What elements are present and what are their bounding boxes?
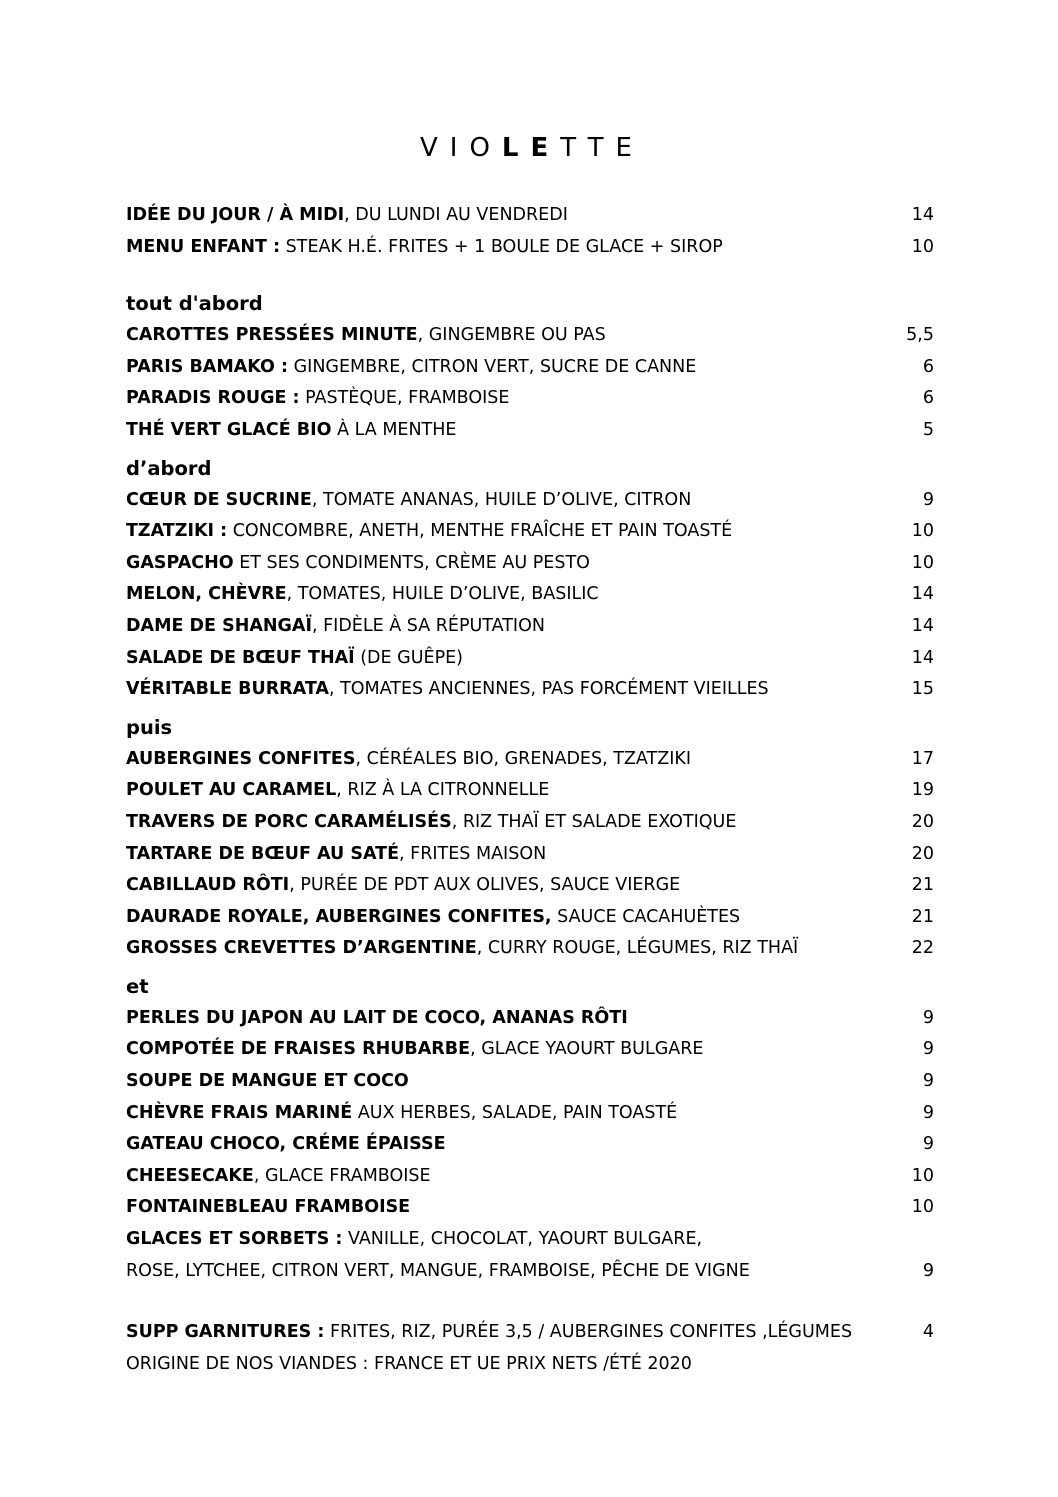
item-price: 21 (911, 906, 934, 927)
item-price: 21 (911, 875, 934, 896)
item-price: 6 (922, 356, 934, 377)
section-heading: puis (126, 715, 173, 739)
item-price: 20 (911, 811, 934, 832)
item-name: MENU ENFANT : (126, 236, 281, 257)
menu-content (126, 200, 934, 1380)
item-description: AUX HERBES, SALADE, PAIN TOASTÉ (352, 1102, 678, 1123)
item-price: 17 (911, 748, 934, 769)
item-price: 15 (911, 679, 934, 700)
menu-item (126, 839, 934, 871)
item-description: , GLACE FRAMBOISE (253, 1165, 431, 1186)
item-description: , GINGEMBRE OU PAS (417, 325, 606, 346)
restaurant-title (0, 133, 1058, 163)
item-name: PARIS BAMAKO : (126, 356, 289, 377)
menu-item (126, 643, 934, 675)
item-price: 9 (922, 1102, 934, 1123)
footer-label: SUPP GARNITURES : (126, 1322, 325, 1343)
item-name: DAURADE ROYALE, AUBERGINES CONFITES, (126, 906, 552, 927)
item-price: 5 (922, 419, 934, 440)
item-name: COMPOTÉE DE FRAISES RHUBARBE (126, 1039, 471, 1060)
footer-text: ORIGINE DE NOS VIANDES : FRANCE ET UE PRIX NETS /ÉTÉ 2020 (126, 1353, 692, 1374)
item-price: 6 (922, 388, 934, 409)
item-name: CABILLAUD RÔTI (126, 875, 290, 896)
item-description: STEAK H.É. FRITES + 1 BOULE DE GLACE + SIROP (280, 236, 723, 257)
menu-item (126, 674, 934, 706)
menu-item (126, 579, 934, 611)
item-description: , RIZ THAÏ ET SALADE EXOTIQUE (451, 811, 737, 832)
menu-item (126, 807, 934, 839)
item-price: 14 (911, 584, 934, 605)
item-description: SAUCE CACAHUÈTES (551, 906, 741, 927)
item-description: , CURRY ROUGE, LÉGUMES, RIZ THAÏ (476, 938, 799, 959)
item-description: , DU LUNDI AU VENDREDI (344, 205, 568, 225)
item-name: SALADE DE BŒUF THAÏ (126, 647, 355, 668)
footer-text: FRITES, RIZ, PURÉE 3,5 / AUBERGINES CONFITES ,LÉGUMES (324, 1322, 853, 1343)
menu-item (126, 870, 934, 902)
menu-item (126, 611, 934, 643)
item-price: 10 (911, 236, 934, 257)
item-description: , TOMATES ANCIENNES, PAS FORCÉMENT VIEILLES (328, 679, 769, 700)
section-heading: tout d'abord (126, 292, 263, 316)
menu-item (126, 775, 934, 807)
menu-item (126, 200, 934, 232)
item-price: 5,5 (906, 325, 934, 346)
menu-item (126, 320, 934, 352)
menu-item (126, 1192, 934, 1224)
item-name: GROSSES CREVETTES D’ARGENTINE (126, 938, 477, 959)
item-description: , GLACE YAOURT BULGARE (470, 1039, 704, 1060)
item-name: CŒUR DE SUCRINE (126, 489, 312, 510)
menu-item (126, 1224, 934, 1256)
menu-item (126, 1034, 934, 1066)
menu-item (126, 485, 934, 517)
item-name: THÉ VERT GLACÉ BIO (126, 419, 332, 440)
menu-item (126, 232, 934, 264)
item-name: GASPACHO (126, 552, 234, 573)
menu-item (126, 383, 934, 415)
item-name: GATEAU CHOCO, CRÉME ÉPAISSE (126, 1134, 446, 1155)
item-price: 9 (922, 1134, 934, 1155)
item-description: VANILLE, CHOCOLAT, YAOURT BULGARE, (342, 1229, 703, 1250)
item-price: 9 (922, 1007, 934, 1028)
item-description: , CÉRÉALES BIO, GRENADES, TZATZIKI (355, 748, 691, 769)
item-name: TZATZIKI : (126, 521, 228, 542)
item-name: IDÉE DU JOUR / À MIDI (126, 205, 345, 225)
footer-supplements (126, 1317, 934, 1349)
item-description: , TOMATE ANANAS, HUILE D’OLIVE, CITRON (311, 489, 692, 510)
menu-item (126, 902, 934, 934)
menu-item (126, 516, 934, 548)
item-price: 20 (911, 843, 934, 864)
menu-item-continuation (126, 1256, 934, 1288)
item-name: DAME DE SHANGAÏ (126, 615, 312, 636)
item-name: CAROTTES PRESSÉES MINUTE (126, 325, 418, 346)
item-description: CONCOMBRE, ANETH, MENTHE FRAÎCHE ET PAIN TOASTÉ (227, 521, 733, 542)
item-price: 14 (911, 615, 934, 636)
menu-item (126, 933, 934, 965)
item-description: (DE GUÊPE) (354, 647, 464, 668)
spacer (126, 1287, 934, 1317)
item-name: TARTARE DE BŒUF AU SATÉ (126, 843, 400, 864)
menu-item (126, 1066, 934, 1098)
item-description: , PURÉE DE PDT AUX OLIVES, SAUCE VIERGE (289, 875, 681, 896)
item-name: MELON, CHÈVRE (126, 584, 287, 605)
title-bold: LE (501, 133, 561, 163)
item-price: 10 (911, 1165, 934, 1186)
item-price: 9 (922, 1039, 934, 1060)
item-price: 10 (911, 552, 934, 573)
title-pre: VIO (420, 133, 502, 163)
item-price: 22 (911, 938, 934, 959)
footer-price: 4 (922, 1322, 934, 1343)
item-description: , RIZ À LA CITRONNELLE (336, 780, 550, 801)
item-name: AUBERGINES CONFITES (126, 748, 356, 769)
item-name: GLACES ET SORBETS : (126, 1229, 343, 1250)
item-name: POULET AU CARAMEL (126, 780, 337, 801)
section-heading: d’abord (126, 456, 212, 480)
item-name: SOUPE DE MANGUE ET COCO (126, 1071, 409, 1092)
item-price: 14 (911, 647, 934, 668)
item-price: 10 (911, 521, 934, 542)
menu-item (126, 1161, 934, 1193)
item-description: GINGEMBRE, CITRON VERT, SUCRE DE CANNE (288, 356, 697, 377)
menu-item (126, 1003, 934, 1035)
item-description: ET SES CONDIMENTS, CRÈME AU PESTO (233, 552, 590, 573)
menu-item (126, 415, 934, 447)
item-name: PERLES DU JAPON AU LAIT DE COCO, ANANAS RÔTI (126, 1007, 628, 1028)
spacer (126, 263, 934, 280)
item-name: TRAVERS DE PORC CARAMÉLISÉS (126, 811, 452, 832)
item-description: , FIDÈLE À SA RÉPUTATION (311, 615, 545, 636)
title-post: TTE (560, 133, 644, 163)
item-name: PARADIS ROUGE : (126, 388, 300, 409)
item-price: 19 (911, 780, 934, 801)
item-description: À LA MENTHE (331, 419, 457, 440)
item-name: CHÈVRE FRAIS MARINÉ (126, 1102, 353, 1123)
item-description: PASTÈQUE, FRAMBOISE (299, 388, 510, 409)
menu-item (126, 548, 934, 580)
item-name: CHEESECAKE (126, 1165, 254, 1186)
item-description: , TOMATES, HUILE D’OLIVE, BASILIC (286, 584, 599, 605)
section-heading: et (126, 974, 149, 998)
footer-origin-note (126, 1349, 934, 1381)
item-price: 10 (911, 1197, 934, 1218)
menu-item (126, 352, 934, 384)
menu-item (126, 1098, 934, 1130)
item-name: VÉRITABLE BURRATA (126, 679, 329, 700)
menu-item (126, 744, 934, 776)
item-price: 9 (922, 489, 934, 510)
menu-item (126, 1129, 934, 1161)
item-name: FONTAINEBLEAU FRAMBOISE (126, 1197, 411, 1218)
item-price: 14 (911, 205, 934, 225)
item-description: ROSE, LYTCHEE, CITRON VERT, MANGUE, FRAMBOISE, PÊCHE DE VIGNE (126, 1260, 750, 1281)
item-price: 9 (922, 1071, 934, 1092)
item-price: 9 (922, 1260, 934, 1281)
item-description: , FRITES MAISON (399, 843, 547, 864)
